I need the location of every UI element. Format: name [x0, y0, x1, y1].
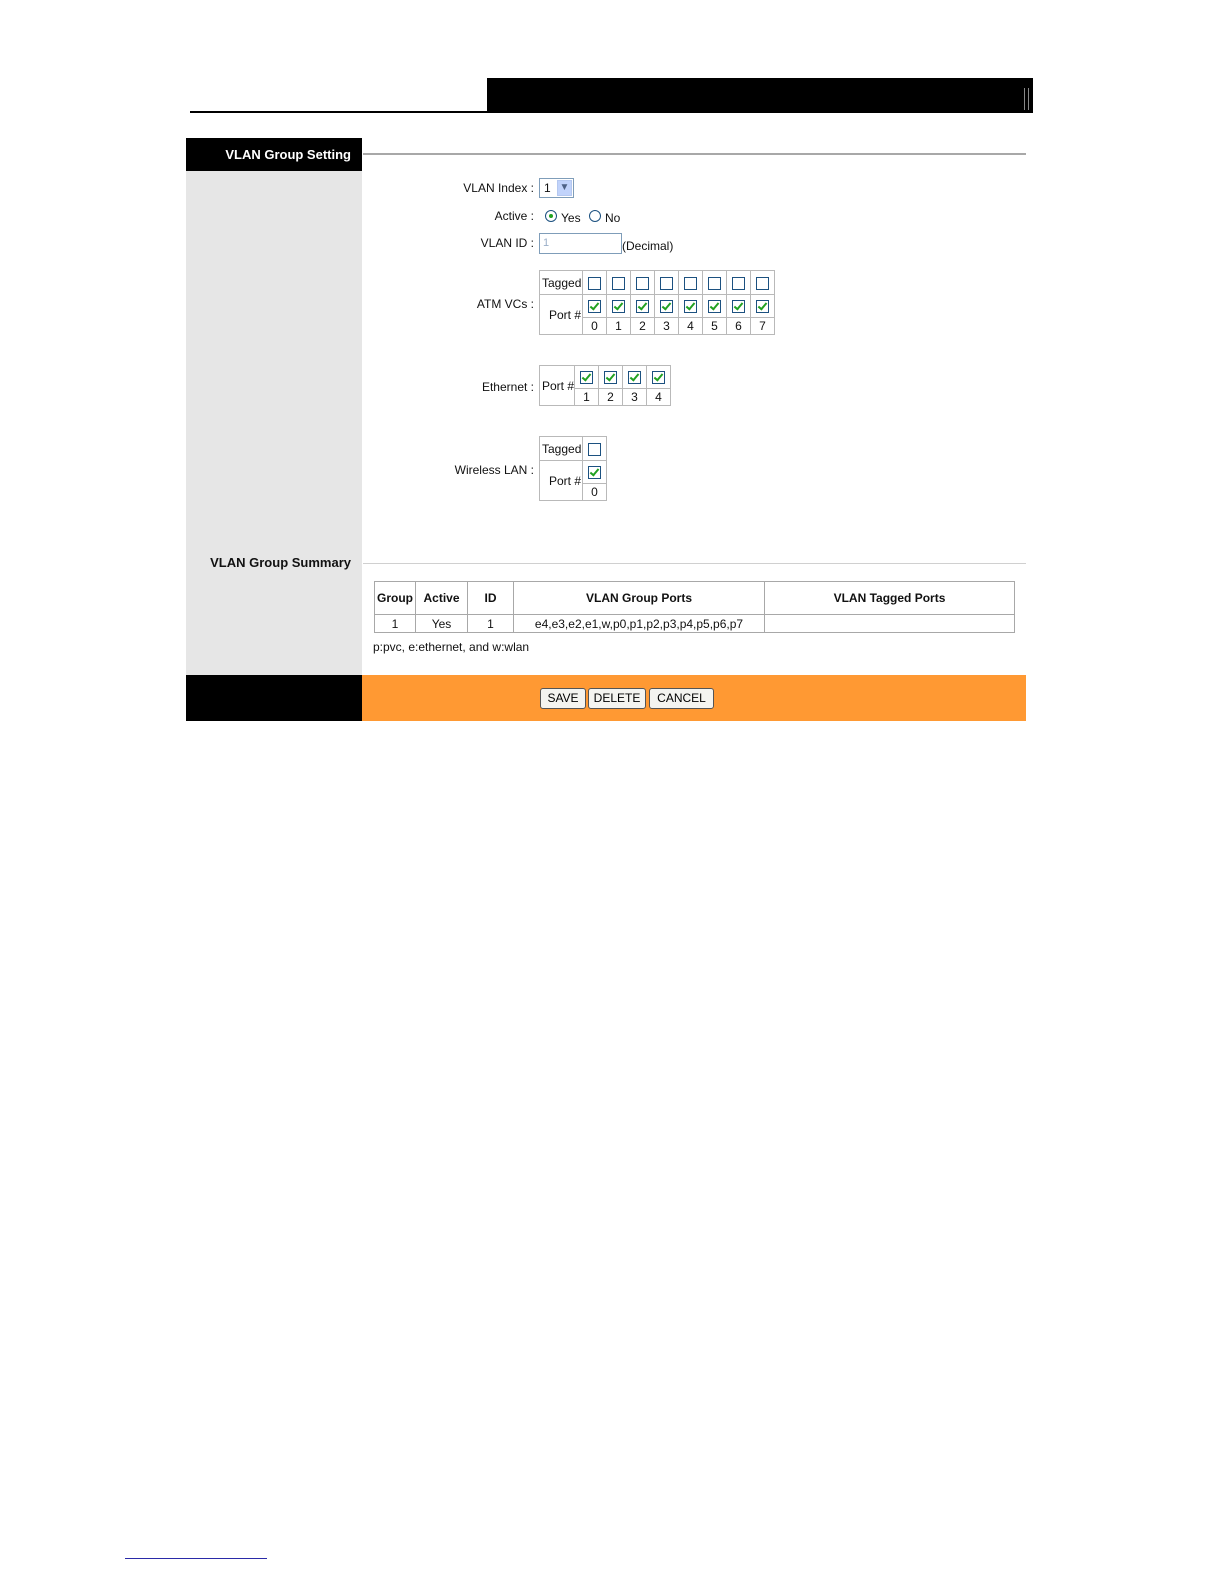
atm-tagged-7-checkbox[interactable] — [756, 277, 769, 290]
atm-vcs-label: ATM VCs : — [476, 297, 534, 311]
atm-port-cell — [703, 295, 727, 318]
ethernet-port-3-checkbox[interactable] — [628, 371, 641, 384]
ethernet-port-4-checkbox[interactable] — [652, 371, 665, 384]
vlan-index-value: 1 — [544, 181, 551, 195]
summary-cell-group-ports: e4,e3,e2,e1,w,p0,p1,p2,p3,p4,p5,p6,p7 — [514, 615, 765, 633]
summary-header-tagged-ports: VLAN Tagged Ports — [765, 582, 1015, 615]
section-divider — [363, 153, 1026, 155]
wireless-port-cell — [583, 461, 607, 484]
vlan-id-unit: (Decimal) — [622, 239, 674, 253]
atm-port-1-checkbox[interactable] — [612, 300, 625, 313]
wireless-tagged-0-checkbox[interactable] — [588, 443, 601, 456]
atm-port-number: 4 — [679, 318, 703, 335]
header-divider — [1024, 88, 1029, 110]
summary-cell-tagged-ports — [765, 615, 1015, 633]
atm-vcs-grid — [539, 270, 775, 335]
atm-port-number: 2 — [631, 318, 655, 335]
save-button[interactable]: SAVE — [540, 688, 586, 709]
ethernet-port-1-checkbox[interactable] — [580, 371, 593, 384]
summary-cell-id: 1 — [468, 615, 514, 633]
summary-header-active: Active — [416, 582, 468, 615]
wireless-tagged-label: Tagged — [540, 437, 583, 461]
cancel-button[interactable]: CANCEL — [649, 688, 714, 709]
atm-tagged-4-checkbox[interactable] — [684, 277, 697, 290]
ethernet-port-2-checkbox[interactable] — [604, 371, 617, 384]
ethernet-port-number: 2 — [599, 389, 623, 406]
active-no-label: No — [605, 211, 621, 225]
atm-tagged-cell — [703, 271, 727, 295]
active-no-radio[interactable] — [589, 210, 601, 222]
atm-tagged-cell — [751, 271, 775, 295]
active-label: Active : — [494, 209, 534, 223]
atm-port-number: 3 — [655, 318, 679, 335]
atm-tagged-1-checkbox[interactable] — [612, 277, 625, 290]
port-legend: p:pvc, e:ethernet, and w:wlan — [373, 640, 530, 654]
wireless-port-number: 0 — [583, 484, 607, 501]
vlan-index-label: VLAN Index : — [463, 181, 534, 195]
atm-tagged-label: Tagged — [540, 271, 583, 295]
atm-tagged-0-checkbox[interactable] — [588, 277, 601, 290]
atm-tagged-cell — [679, 271, 703, 295]
atm-tagged-5-checkbox[interactable] — [708, 277, 721, 290]
summary-cell-group: 1 — [375, 615, 416, 633]
header-bar — [487, 78, 1033, 112]
atm-tagged-cell — [631, 271, 655, 295]
summary-divider — [363, 563, 1026, 564]
vlan-id-label: VLAN ID : — [480, 236, 534, 250]
wireless-grid — [539, 436, 607, 501]
table-row — [375, 615, 1015, 633]
wireless-tagged-cell — [583, 437, 607, 461]
wireless-lan-label: Wireless LAN : — [454, 463, 534, 477]
atm-port-number: 6 — [727, 318, 751, 335]
summary-header-group: Group — [375, 582, 416, 615]
atm-port-cell — [583, 295, 607, 318]
atm-port-3-checkbox[interactable] — [660, 300, 673, 313]
ethernet-port-cell — [599, 366, 623, 389]
ethernet-grid — [539, 365, 671, 406]
atm-tagged-cell — [655, 271, 679, 295]
atm-tagged-cell — [727, 271, 751, 295]
section-title-summary: VLAN Group Summary — [210, 555, 351, 570]
atm-port-number: 1 — [607, 318, 631, 335]
atm-port-4-checkbox[interactable] — [684, 300, 697, 313]
atm-tagged-cell — [583, 271, 607, 295]
atm-port-0-checkbox[interactable] — [588, 300, 601, 313]
vlan-id-input[interactable]: 1 — [539, 233, 622, 254]
vlan-panel — [186, 138, 1026, 721]
chevron-down-icon[interactable]: ▼ — [557, 180, 572, 196]
ethernet-label: Ethernet : — [481, 380, 534, 394]
header-rule — [190, 111, 1033, 113]
footer-link-underline — [125, 1558, 267, 1559]
vlan-index-select[interactable] — [539, 178, 574, 198]
active-yes-label: Yes — [561, 211, 581, 225]
atm-port-cell — [751, 295, 775, 318]
delete-button[interactable]: DELETE — [588, 688, 646, 709]
sidebar — [186, 138, 362, 675]
ethernet-port-cell — [623, 366, 647, 389]
atm-port-cell — [727, 295, 751, 318]
atm-port-7-checkbox[interactable] — [756, 300, 769, 313]
ethernet-port-cell — [575, 366, 599, 389]
wireless-port-label: Port # — [540, 461, 583, 501]
section-title-setting: VLAN Group Setting — [186, 138, 362, 171]
wireless-port-0-checkbox[interactable] — [588, 466, 601, 479]
atm-port-number: 0 — [583, 318, 607, 335]
atm-port-5-checkbox[interactable] — [708, 300, 721, 313]
atm-port-cell — [679, 295, 703, 318]
atm-tagged-6-checkbox[interactable] — [732, 277, 745, 290]
atm-tagged-cell — [607, 271, 631, 295]
atm-port-cell — [631, 295, 655, 318]
atm-tagged-3-checkbox[interactable] — [660, 277, 673, 290]
atm-tagged-2-checkbox[interactable] — [636, 277, 649, 290]
ethernet-port-label: Port # — [540, 366, 575, 406]
summary-header-group-ports: VLAN Group Ports — [514, 582, 765, 615]
ethernet-port-cell — [647, 366, 671, 389]
atm-port-number: 7 — [751, 318, 775, 335]
ethernet-port-number: 3 — [623, 389, 647, 406]
atm-port-cell — [655, 295, 679, 318]
atm-port-2-checkbox[interactable] — [636, 300, 649, 313]
active-yes-radio[interactable] — [545, 210, 557, 222]
vlan-summary-table — [374, 581, 1015, 633]
atm-port-number: 5 — [703, 318, 727, 335]
atm-port-6-checkbox[interactable] — [732, 300, 745, 313]
summary-header-id: ID — [468, 582, 514, 615]
footer-left — [186, 675, 362, 721]
atm-port-cell — [607, 295, 631, 318]
atm-port-label: Port # — [540, 295, 583, 335]
ethernet-port-number: 1 — [575, 389, 599, 406]
summary-cell-active: Yes — [416, 615, 468, 633]
ethernet-port-number: 4 — [647, 389, 671, 406]
